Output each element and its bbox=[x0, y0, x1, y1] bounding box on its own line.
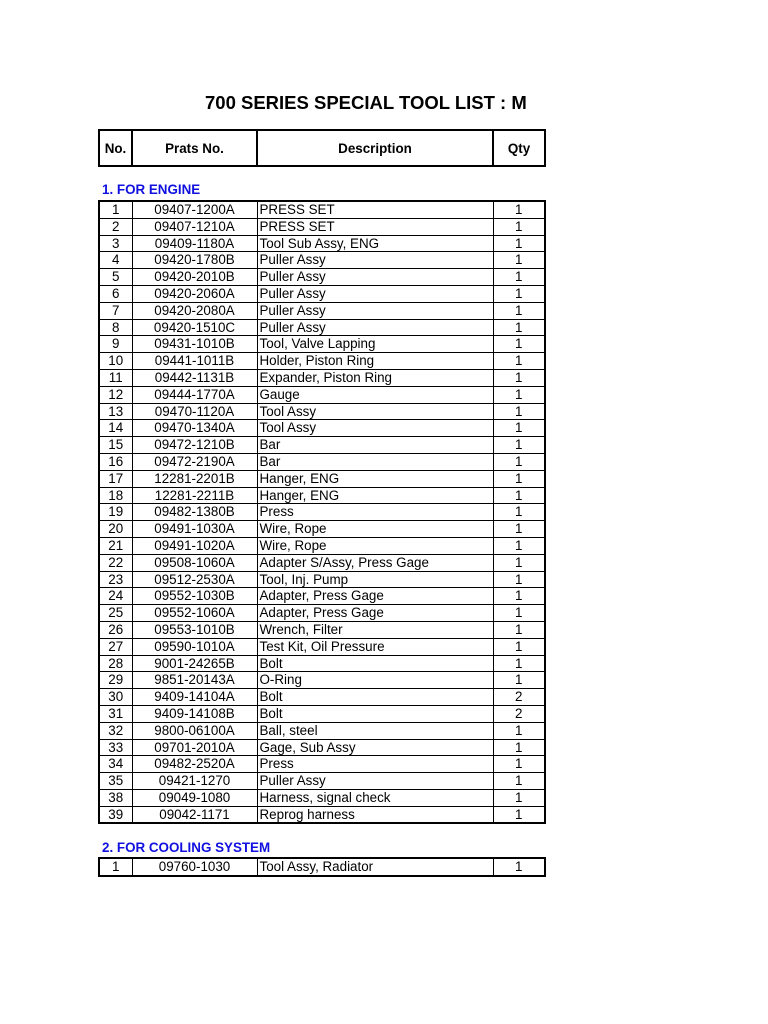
cell-part-number: 09421-1270 bbox=[132, 773, 257, 790]
cell-qty: 1 bbox=[493, 621, 545, 638]
cell-no: 8 bbox=[99, 319, 132, 336]
cell-description: Adapter, Press Gage bbox=[257, 588, 493, 605]
table-row bbox=[99, 453, 545, 470]
page-title: 700 SERIES SPECIAL TOOL LIST : M bbox=[205, 92, 527, 113]
cell-qty: 1 bbox=[493, 858, 545, 876]
table-row bbox=[99, 537, 545, 554]
cell-part-number: 09491-1030A bbox=[132, 521, 257, 538]
cell-description: Puller Assy bbox=[257, 319, 493, 336]
section-title-cooling-system: 2. FOR COOLING SYSTEM bbox=[102, 840, 271, 855]
cell-part-number: 09552-1030B bbox=[132, 588, 257, 605]
column-header-table bbox=[98, 129, 546, 167]
cell-no: 1 bbox=[99, 201, 132, 218]
cell-part-number: 09701-2010A bbox=[132, 739, 257, 756]
table-row bbox=[99, 437, 545, 454]
cell-description: Bolt bbox=[257, 655, 493, 672]
table-row bbox=[99, 302, 545, 319]
cell-description: PRESS SET bbox=[257, 201, 493, 218]
cell-qty: 1 bbox=[493, 638, 545, 655]
section-title-engine: 1. FOR ENGINE bbox=[102, 182, 201, 197]
cell-no: 23 bbox=[99, 571, 132, 588]
cell-description: Hanger, ENG bbox=[257, 470, 493, 487]
cell-qty: 1 bbox=[493, 252, 545, 269]
cell-qty: 1 bbox=[493, 437, 545, 454]
table-row bbox=[99, 319, 545, 336]
cell-qty: 2 bbox=[493, 705, 545, 722]
cell-description: Press bbox=[257, 504, 493, 521]
table-row bbox=[99, 504, 545, 521]
cell-qty: 1 bbox=[493, 420, 545, 437]
cell-part-number: 09472-1210B bbox=[132, 437, 257, 454]
cell-description: Puller Assy bbox=[257, 302, 493, 319]
cooling-system-tools-table bbox=[98, 857, 546, 877]
table-row bbox=[99, 353, 545, 370]
cell-description: Puller Assy bbox=[257, 773, 493, 790]
cell-part-number: 09760-1030 bbox=[132, 858, 257, 876]
cell-description: Bolt bbox=[257, 689, 493, 706]
cell-description: O-Ring bbox=[257, 672, 493, 689]
cell-no: 15 bbox=[99, 437, 132, 454]
column-header-row bbox=[99, 130, 545, 166]
table-row bbox=[99, 571, 545, 588]
cell-description: Gage, Sub Assy bbox=[257, 739, 493, 756]
cell-part-number: 9409-14108B bbox=[132, 705, 257, 722]
cell-part-number: 09420-2080A bbox=[132, 302, 257, 319]
cell-part-number: 09420-2010B bbox=[132, 269, 257, 286]
column-header-part-number: Prats No. bbox=[132, 130, 257, 166]
cell-description: Reprog harness bbox=[257, 806, 493, 823]
cell-description: Tool Assy, Radiator bbox=[257, 858, 493, 876]
table-row bbox=[99, 789, 545, 806]
cell-no: 1 bbox=[99, 858, 132, 876]
cell-qty: 1 bbox=[493, 336, 545, 353]
cell-no: 12 bbox=[99, 386, 132, 403]
cell-qty: 1 bbox=[493, 739, 545, 756]
cell-part-number: 09590-1010A bbox=[132, 638, 257, 655]
cell-qty: 1 bbox=[493, 756, 545, 773]
cell-part-number: 09431-1010B bbox=[132, 336, 257, 353]
table-row bbox=[99, 588, 545, 605]
cell-qty: 2 bbox=[493, 689, 545, 706]
cell-description: Bar bbox=[257, 453, 493, 470]
table-row bbox=[99, 420, 545, 437]
cell-description: Bolt bbox=[257, 705, 493, 722]
cell-no: 39 bbox=[99, 806, 132, 823]
cell-no: 32 bbox=[99, 722, 132, 739]
table-row bbox=[99, 773, 545, 790]
table-row bbox=[99, 806, 545, 823]
cell-description: Puller Assy bbox=[257, 285, 493, 302]
table-row bbox=[99, 655, 545, 672]
table-row bbox=[99, 403, 545, 420]
cell-description: Tool, Inj. Pump bbox=[257, 571, 493, 588]
cell-description: Wire, Rope bbox=[257, 537, 493, 554]
table-row bbox=[99, 554, 545, 571]
cell-no: 4 bbox=[99, 252, 132, 269]
cell-qty: 1 bbox=[493, 655, 545, 672]
cell-no: 27 bbox=[99, 638, 132, 655]
cell-qty: 1 bbox=[493, 369, 545, 386]
cell-part-number: 9800-06100A bbox=[132, 722, 257, 739]
cell-no: 31 bbox=[99, 705, 132, 722]
table-row bbox=[99, 487, 545, 504]
cell-no: 10 bbox=[99, 353, 132, 370]
cell-part-number: 12281-2201B bbox=[132, 470, 257, 487]
cell-qty: 1 bbox=[493, 504, 545, 521]
cell-part-number: 09470-1120A bbox=[132, 403, 257, 420]
cell-qty: 1 bbox=[493, 319, 545, 336]
cell-part-number: 9851-20143A bbox=[132, 672, 257, 689]
table-row bbox=[99, 336, 545, 353]
cell-part-number: 09409-1180A bbox=[132, 235, 257, 252]
cell-description: Ball, steel bbox=[257, 722, 493, 739]
cell-qty: 1 bbox=[493, 605, 545, 622]
cell-qty: 1 bbox=[493, 487, 545, 504]
cell-no: 19 bbox=[99, 504, 132, 521]
cell-qty: 1 bbox=[493, 773, 545, 790]
cell-no: 20 bbox=[99, 521, 132, 538]
column-header-no: No. bbox=[99, 130, 132, 166]
cell-part-number: 09420-1780B bbox=[132, 252, 257, 269]
cell-part-number: 09441-1011B bbox=[132, 353, 257, 370]
cell-no: 17 bbox=[99, 470, 132, 487]
cell-qty: 1 bbox=[493, 789, 545, 806]
cell-qty: 1 bbox=[493, 806, 545, 823]
cell-description: Wire, Rope bbox=[257, 521, 493, 538]
table-row bbox=[99, 739, 545, 756]
cell-part-number: 09442-1131B bbox=[132, 369, 257, 386]
table-row bbox=[99, 672, 545, 689]
cell-no: 6 bbox=[99, 285, 132, 302]
cell-no: 14 bbox=[99, 420, 132, 437]
cell-qty: 1 bbox=[493, 537, 545, 554]
cell-qty: 1 bbox=[493, 302, 545, 319]
cell-no: 28 bbox=[99, 655, 132, 672]
cell-part-number: 09482-1380B bbox=[132, 504, 257, 521]
cell-description: Bar bbox=[257, 437, 493, 454]
table-row bbox=[99, 621, 545, 638]
column-header-qty: Qty bbox=[493, 130, 545, 166]
cell-qty: 1 bbox=[493, 588, 545, 605]
column-header-description: Description bbox=[257, 130, 493, 166]
cell-no: 30 bbox=[99, 689, 132, 706]
cell-no: 35 bbox=[99, 773, 132, 790]
cell-part-number: 09470-1340A bbox=[132, 420, 257, 437]
cell-description: Tool, Valve Lapping bbox=[257, 336, 493, 353]
cell-description: PRESS SET bbox=[257, 218, 493, 235]
cell-part-number: 09407-1210A bbox=[132, 218, 257, 235]
cell-description: Press bbox=[257, 756, 493, 773]
cell-description: Hanger, ENG bbox=[257, 487, 493, 504]
table-row bbox=[99, 858, 545, 876]
cell-no: 25 bbox=[99, 605, 132, 622]
cell-no: 26 bbox=[99, 621, 132, 638]
cell-description: Adapter, Press Gage bbox=[257, 605, 493, 622]
cell-qty: 1 bbox=[493, 554, 545, 571]
cell-qty: 1 bbox=[493, 201, 545, 218]
table-row bbox=[99, 689, 545, 706]
table-row bbox=[99, 756, 545, 773]
table-row bbox=[99, 605, 545, 622]
table-row bbox=[99, 705, 545, 722]
cell-part-number: 9001-24265B bbox=[132, 655, 257, 672]
table-row bbox=[99, 386, 545, 403]
cell-part-number: 09482-2520A bbox=[132, 756, 257, 773]
table-row bbox=[99, 218, 545, 235]
cell-part-number: 09420-2060A bbox=[132, 285, 257, 302]
table-row bbox=[99, 235, 545, 252]
cell-part-number: 09552-1060A bbox=[132, 605, 257, 622]
cell-no: 7 bbox=[99, 302, 132, 319]
cell-no: 22 bbox=[99, 554, 132, 571]
cell-qty: 1 bbox=[493, 571, 545, 588]
table-row bbox=[99, 285, 545, 302]
table-row bbox=[99, 521, 545, 538]
cell-qty: 1 bbox=[493, 269, 545, 286]
cell-no: 16 bbox=[99, 453, 132, 470]
table-row bbox=[99, 638, 545, 655]
engine-tools-table bbox=[98, 200, 546, 824]
cell-part-number: 9409-14104A bbox=[132, 689, 257, 706]
cell-no: 9 bbox=[99, 336, 132, 353]
cell-no: 34 bbox=[99, 756, 132, 773]
cell-part-number: 09444-1770A bbox=[132, 386, 257, 403]
cell-no: 5 bbox=[99, 269, 132, 286]
table-row bbox=[99, 201, 545, 218]
cell-part-number: 09491-1020A bbox=[132, 537, 257, 554]
cell-qty: 1 bbox=[493, 403, 545, 420]
cell-no: 38 bbox=[99, 789, 132, 806]
cell-description: Harness, signal check bbox=[257, 789, 493, 806]
cell-part-number: 09049-1080 bbox=[132, 789, 257, 806]
table-row bbox=[99, 722, 545, 739]
cell-part-number: 09508-1060A bbox=[132, 554, 257, 571]
cell-qty: 1 bbox=[493, 722, 545, 739]
cell-description: Adapter S/Assy, Press Gage bbox=[257, 554, 493, 571]
cell-qty: 1 bbox=[493, 672, 545, 689]
cell-part-number: 09512-2530A bbox=[132, 571, 257, 588]
cell-qty: 1 bbox=[493, 353, 545, 370]
cell-description: Tool Sub Assy, ENG bbox=[257, 235, 493, 252]
cell-part-number: 09472-2190A bbox=[132, 453, 257, 470]
cell-qty: 1 bbox=[493, 521, 545, 538]
cell-qty: 1 bbox=[493, 285, 545, 302]
cell-part-number: 09420-1510C bbox=[132, 319, 257, 336]
cell-qty: 1 bbox=[493, 386, 545, 403]
cell-description: Tool Assy bbox=[257, 403, 493, 420]
table-row bbox=[99, 252, 545, 269]
cell-part-number: 09407-1200A bbox=[132, 201, 257, 218]
table-row bbox=[99, 369, 545, 386]
cell-part-number: 09042-1171 bbox=[132, 806, 257, 823]
cell-description: Puller Assy bbox=[257, 252, 493, 269]
cell-description: Expander, Piston Ring bbox=[257, 369, 493, 386]
cell-qty: 1 bbox=[493, 235, 545, 252]
cell-no: 33 bbox=[99, 739, 132, 756]
cell-part-number: 09553-1010B bbox=[132, 621, 257, 638]
cell-description: Tool Assy bbox=[257, 420, 493, 437]
cell-no: 11 bbox=[99, 369, 132, 386]
cell-description: Holder, Piston Ring bbox=[257, 353, 493, 370]
cell-description: Puller Assy bbox=[257, 269, 493, 286]
cell-description: Gauge bbox=[257, 386, 493, 403]
cell-description: Test Kit, Oil Pressure bbox=[257, 638, 493, 655]
cell-no: 3 bbox=[99, 235, 132, 252]
cell-qty: 1 bbox=[493, 453, 545, 470]
cell-no: 29 bbox=[99, 672, 132, 689]
cell-part-number: 12281-2211B bbox=[132, 487, 257, 504]
cell-no: 24 bbox=[99, 588, 132, 605]
cell-qty: 1 bbox=[493, 218, 545, 235]
cell-qty: 1 bbox=[493, 470, 545, 487]
table-row bbox=[99, 470, 545, 487]
cell-no: 2 bbox=[99, 218, 132, 235]
cell-no: 18 bbox=[99, 487, 132, 504]
cell-no: 21 bbox=[99, 537, 132, 554]
table-row bbox=[99, 269, 545, 286]
cell-no: 13 bbox=[99, 403, 132, 420]
cell-description: Wrench, Filter bbox=[257, 621, 493, 638]
